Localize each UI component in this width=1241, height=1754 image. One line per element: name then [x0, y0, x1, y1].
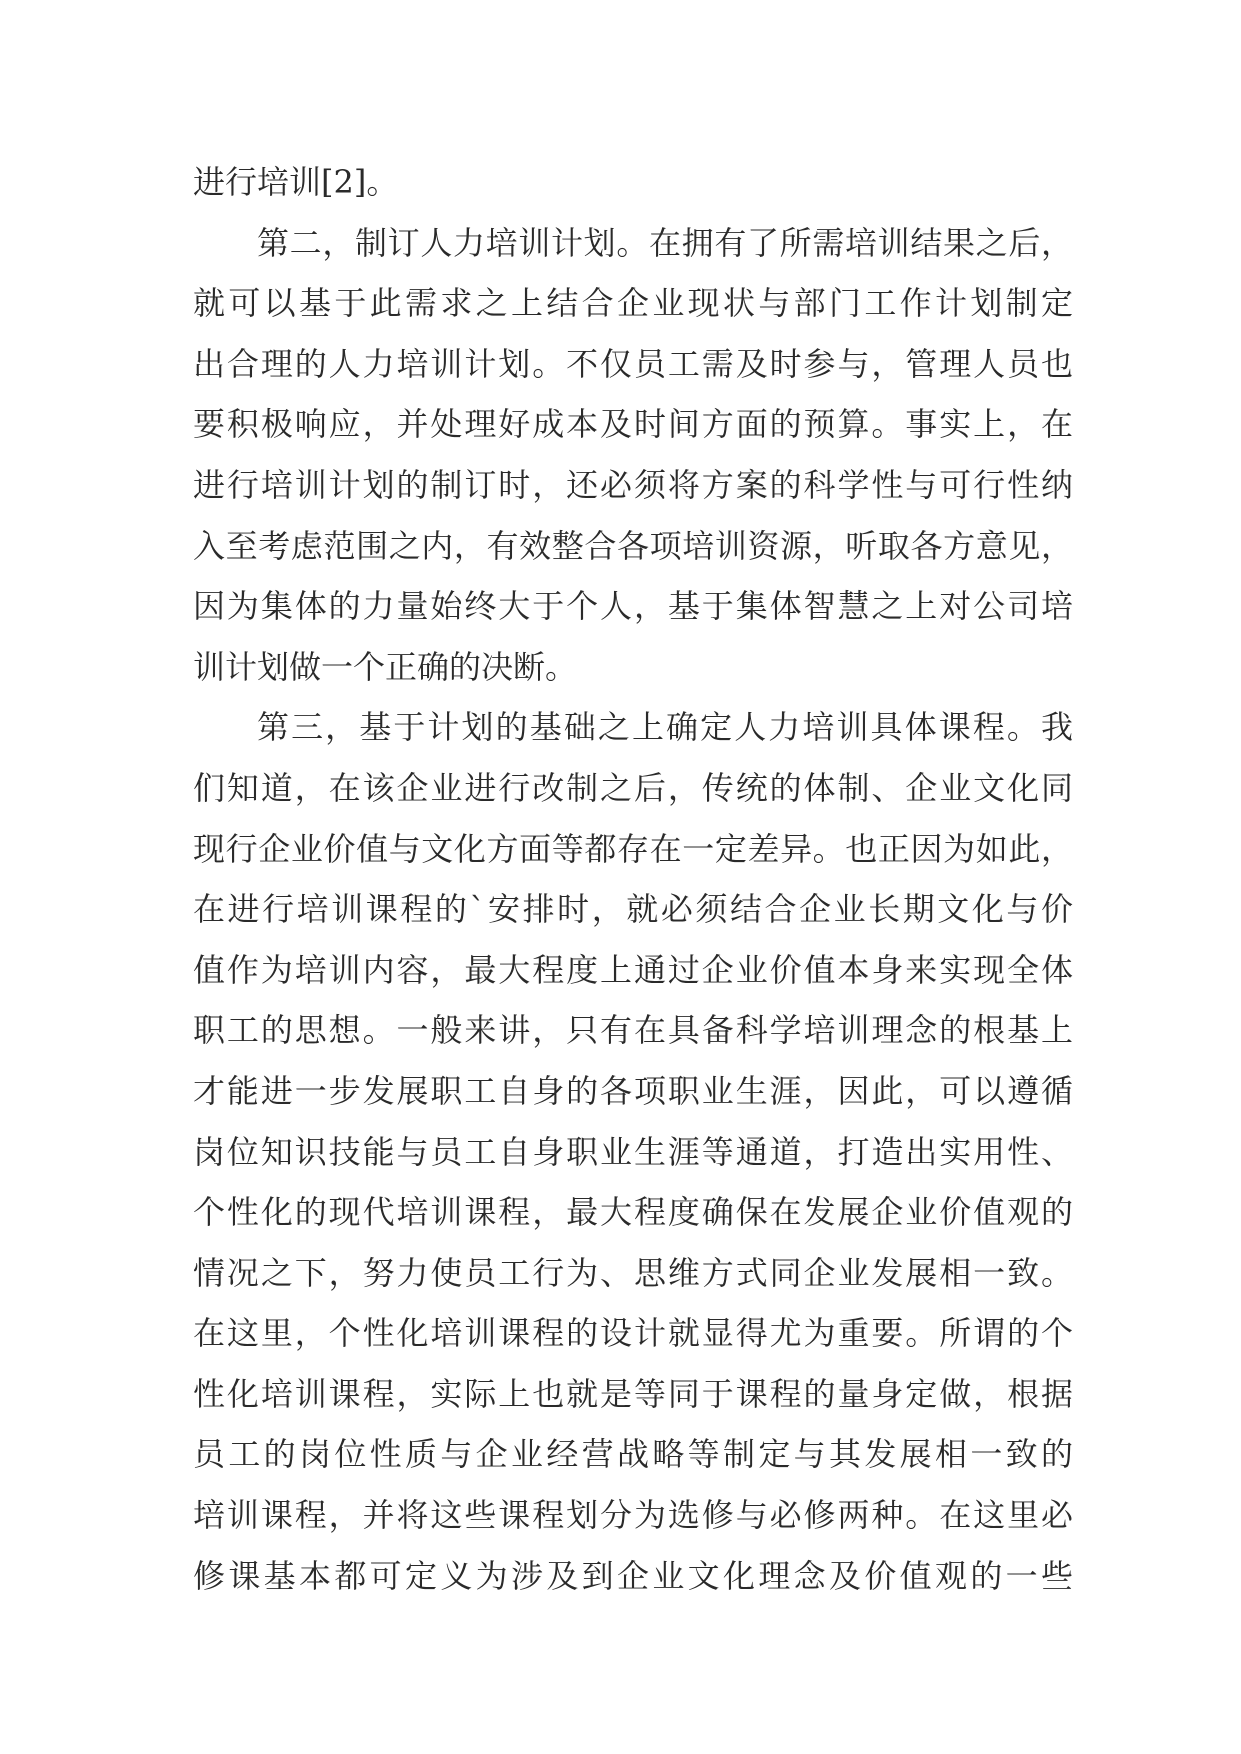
text-line: 就可以基于此需求之上结合企业现状与部门工作计划制定: [193, 284, 1073, 323]
text-line: 进行培训[2]。: [193, 163, 399, 201]
text-line: 性化培训课程，实际上也就是等同于课程的量身定做，根据: [193, 1374, 1073, 1413]
text-line: 培训课程，并将这些课程划分为选修与必修两种。在这里必: [193, 1496, 1073, 1535]
text-line: 值作为培训内容，最大程度上通过企业价值本身来实现全体: [193, 950, 1073, 989]
text-line: 员工的岗位性质与企业经营战略等制定与其发展相一致的: [193, 1435, 1073, 1474]
text-line: 个性化的现代培训课程，最大程度确保在发展企业价值观的: [193, 1193, 1073, 1232]
paragraph-first-line: 第三，基于计划的基础之上确定人力培训具体课程。我: [257, 708, 1073, 747]
text-line: 入至考虑范围之内，有效整合各项培训资源，听取各方意见，: [193, 526, 1073, 565]
text-line: 职工的思想。一般来讲，只有在具备科学培训理念的根基上: [193, 1011, 1073, 1050]
text-line: 出合理的人力培训计划。不仅员工需及时参与，管理人员也: [193, 344, 1073, 383]
text-line: 进行培训计划的制订时，还必须将方案的科学性与可行性纳: [193, 465, 1073, 504]
text-line: 们知道，在该企业进行改制之后，传统的体制、企业文化同: [193, 768, 1073, 807]
text-line: 才能进一步发展职工自身的各项职业生涯，因此，可以遵循: [193, 1071, 1073, 1110]
text-line: 现行企业价值与文化方面等都存在一定差异。也正因为如此，: [193, 829, 1073, 868]
text-line: 情况之下，努力使员工行为、思维方式同企业发展相一致。: [193, 1253, 1073, 1292]
text-line: 在进行培训课程的`安排时，就必须结合企业长期文化与价: [193, 890, 1073, 929]
text-line: 因为集体的力量始终大于个人，基于集体智慧之上对公司培: [193, 587, 1073, 626]
text-line: 训计划做一个正确的决断。: [193, 647, 578, 686]
text-line: 在这里，个性化培训课程的设计就显得尤为重要。所谓的个: [193, 1314, 1073, 1353]
text-line: 岗位知识技能与员工自身职业生涯等通道，打造出实用性、: [193, 1132, 1073, 1171]
body-text: [193, 152, 1073, 1606]
text-line: 修课基本都可定义为涉及到企业文化理念及价值观的一些: [193, 1556, 1073, 1595]
paragraph-first-line: 第二，制订人力培训计划。在拥有了所需培训结果之后，: [257, 223, 1073, 262]
text-line: 要积极响应，并处理好成本及时间方面的预算。事实上，在: [193, 405, 1073, 444]
